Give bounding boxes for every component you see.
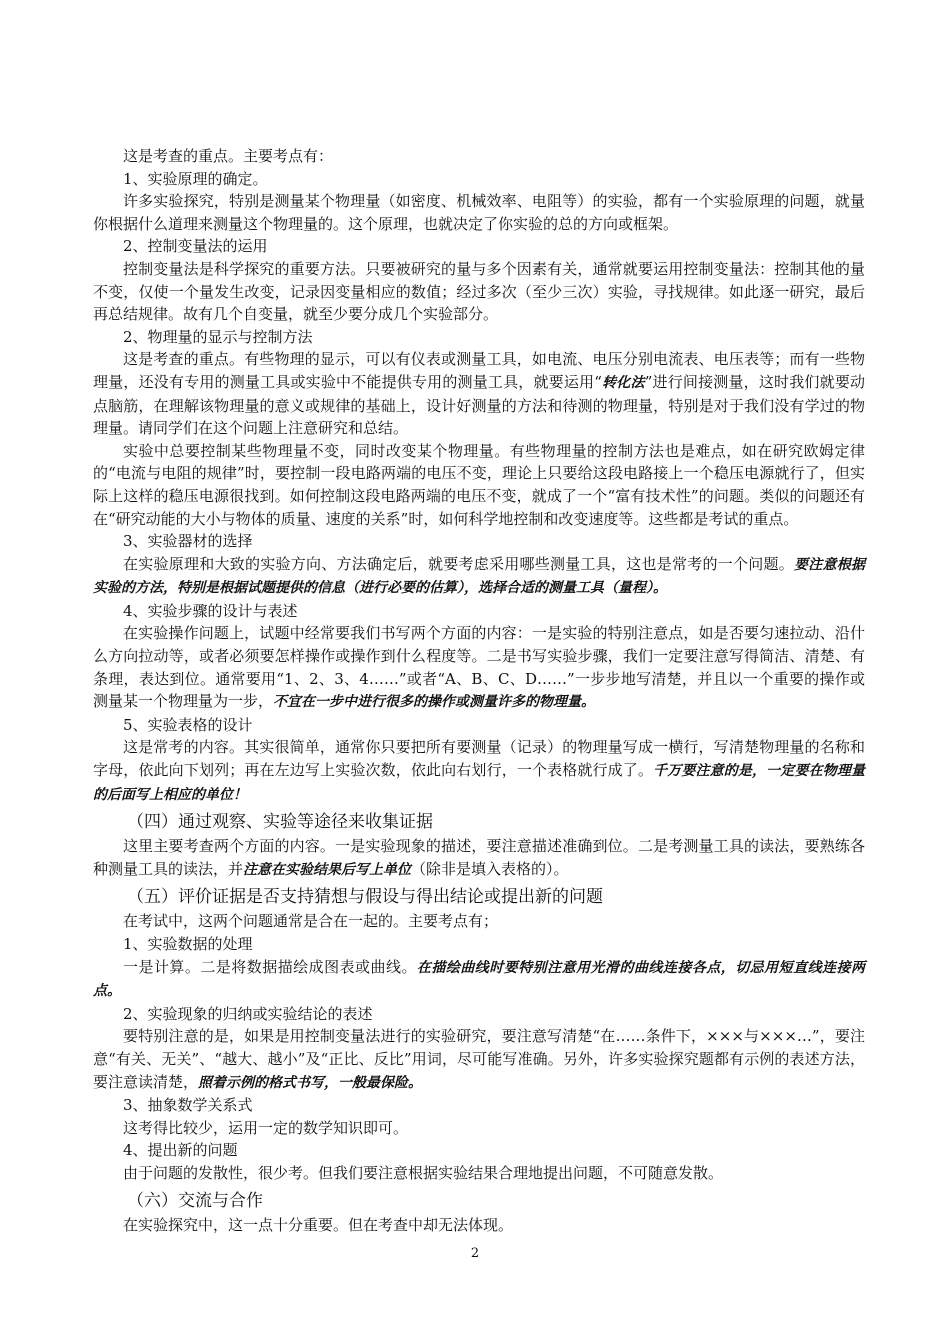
text-run: 2、控制变量法的运用 <box>123 237 268 256</box>
emphasized-text: 不宜在一步中进行很多的操作或测量许多的物理量。 <box>273 694 596 711</box>
text-run: 要特别注意的是，如果是用控制变量法进行的实验研究，要注意写清楚“在……条件下，×××与×××…”，要注意“有关、无关”、“越大、越小”及“正比、反比”用词，尽可能写准确。另外，许多实验探究题都有示例的表述方法，要注意读清楚， <box>93 1027 865 1091</box>
text-run: 这里主要考查两个方面的内容。一是实验现象的描述，要注意描述准确到位。二是考测量工具的读法，要熟练各种测量工具的读法，并 <box>93 837 865 878</box>
paragraph <box>93 1139 865 1162</box>
emphasized-text: 照着示例的格式书写，一般最保险。 <box>198 1074 423 1091</box>
text-run: （除非是填入表格的）。 <box>411 859 569 878</box>
text-run: 由于问题的发散性，很少考。但我们要注意根据实验结果合理地提出问题，不可随意发散。 <box>123 1163 724 1182</box>
text-run: （四）通过观察、实验等途径来收集证据 <box>127 812 433 833</box>
text-run: 在考试中，这两个问题通常是合在一起的。主要考点有； <box>123 912 499 931</box>
text-run: 4、实验步骤的设计与表述 <box>123 601 298 620</box>
paragraph <box>93 235 865 258</box>
text-run: （六）交流与合作 <box>127 1190 263 1211</box>
emphasized-text: 注意在实验结果后写上单位 <box>243 861 412 878</box>
text-run: 这考得比较少，运用一定的数学知识即可。 <box>123 1118 409 1137</box>
paragraph <box>93 190 865 235</box>
emphasized-text: 转化法 <box>601 374 645 391</box>
text-run: 1、实验原理的确定。 <box>123 169 268 188</box>
text-run: 4、提出新的问题 <box>123 1141 238 1160</box>
text-run: 3、实验器材的选择 <box>123 532 253 551</box>
paragraph <box>93 168 865 191</box>
paragraph <box>93 1025 865 1094</box>
section-heading <box>93 1188 865 1214</box>
paragraph <box>93 600 865 623</box>
paragraph <box>93 835 865 881</box>
emphasized-text: 要注意根据实验的方法，特别是根据试题提供的信息（进行必要的估算），选择合适的测量工具（量程）。 <box>93 556 865 597</box>
text-run: （五）评价证据是否支持猜想与假设与得出结论或提出新的问题 <box>127 887 603 908</box>
paragraph <box>93 530 865 553</box>
paragraph <box>93 1094 865 1117</box>
paragraph <box>93 933 865 956</box>
paragraph <box>93 258 865 326</box>
paragraph <box>93 1162 865 1185</box>
text-run: 这是考查的重点。主要考点有： <box>123 147 334 165</box>
paragraph <box>93 326 865 349</box>
paragraph <box>93 440 865 530</box>
text-run: 这是考查的重点。有些物理的显示，可以有仪表或测量工具，如电流、电压分别电流表、电压表等；而有一些物理量，还没有专用的测量工具或实验中不能提供专用的测量工具，就要运用“ <box>93 350 865 391</box>
text-run: 在实验操作问题上，试题中经常要我们书写两个方面的内容：一是实验的特别注意点，如是否要匀速拉动、沿什么方向拉动等，或者必须要怎样操作或操作到什么程度等。二是书写实验步骤，我们一定要注意写得简洁、清楚、有条理，表达到位。通常要用“1、2、3、4……”或者“A、B、C、D……”一步步地写清楚，并且以一个重要的操作或测量某一个物理量为一步， <box>93 624 865 711</box>
text-run: 3、抽象数学关系式 <box>123 1096 253 1115</box>
emphasized-text: 在描绘曲线时要特别注意用光滑的曲线连接各点，切忌用短直线连接两点。 <box>93 959 865 1000</box>
page-number: 2 <box>470 1246 480 1261</box>
emphasized-text: 千万要注意的是，一定要在物理量的后面写上相应的单位！ <box>93 763 865 803</box>
text-run: 1、实验数据的处理 <box>123 935 253 953</box>
text-run: 5、实验表格的设计 <box>123 715 253 734</box>
paragraph <box>93 145 865 168</box>
text-run: ”进行间接测量，这时我们就要动点脑筋，在理解该物理量的意义或规律的基础上，设计好测量的方法和待测的物理量，特别是对于我们没有学过的物理量。请同学们在这个问题上注意研究和总结。 <box>93 372 866 438</box>
section-heading <box>93 809 865 835</box>
paragraph <box>93 348 865 439</box>
paragraph <box>93 1117 865 1140</box>
text-run: 2、物理量的显示与控制方法 <box>123 327 313 346</box>
text-run: 2、实验现象的归纳或实验结论的表述 <box>123 1004 373 1023</box>
text-run: 这是常考的内容。其实很简单，通常你只要把所有要测量（记录）的物理量写成一横行，写清楚物理量的名称和字母，依此向下划列；再在左边写上实验次数，依此向右划行，一个表格就行成了。 <box>93 738 865 780</box>
paragraph <box>93 736 865 806</box>
text-run: 许多实验探究，特别是测量某个物理量（如密度、机械效率、电阻等）的实验，都有一个实验原理的问题，就量你根据什么道理来测量这个物理量的。这个原理，也就决定了你实验的总的方向或框架。 <box>93 192 865 233</box>
paragraph <box>93 910 865 933</box>
section-heading <box>93 884 865 910</box>
paragraph <box>93 622 865 713</box>
text-run: 一是计算。二是将数据描绘成图表或曲线。 <box>123 957 417 976</box>
paragraph <box>93 956 865 1003</box>
paragraph <box>93 714 865 737</box>
text-run: 在实验探究中，这一点十分重要。但在考查中却无法体现。 <box>123 1215 514 1234</box>
document-body <box>93 145 865 1236</box>
paragraph <box>93 553 865 600</box>
text-run: 控制变量法是科学探究的重要方法。只要被研究的量与多个因素有关，通常就要运用控制变量法：控制其他的量不变，仅使一个量发生改变，记录因变量相应的数值；经过多次（至少三次）实验，寻找规律。如此逐一研究，最后再总结规律。故有几个自变量，就至少要分成几个实验部分。 <box>93 259 865 324</box>
text-run: 实验中总要控制某些物理量不变，同时改变某个物理量。有些物理量的控制方法也是难点，如在研究欧姆定律的“电流与电阻的规律”时，要控制一段电路两端的电压不变，理论上只要给这段电路接上一个稳压电源就行了，但实际上这样的稳压电源很找到。如何控制这段电路两端的电压不变，就成了一个“富有技术性”的问题。类似的问题还有在“研究动能的大小与物体的质量、速度的关系”时，如何科学地控制和改变速度等。这些都是考试的重点。 <box>93 441 865 528</box>
paragraph <box>93 1003 865 1026</box>
text-run: 在实验原理和大致的实验方向、方法确定后，就要考虑采用哪些测量工具，这也是常考的一个问题。 <box>123 554 794 573</box>
paragraph <box>93 1214 865 1237</box>
